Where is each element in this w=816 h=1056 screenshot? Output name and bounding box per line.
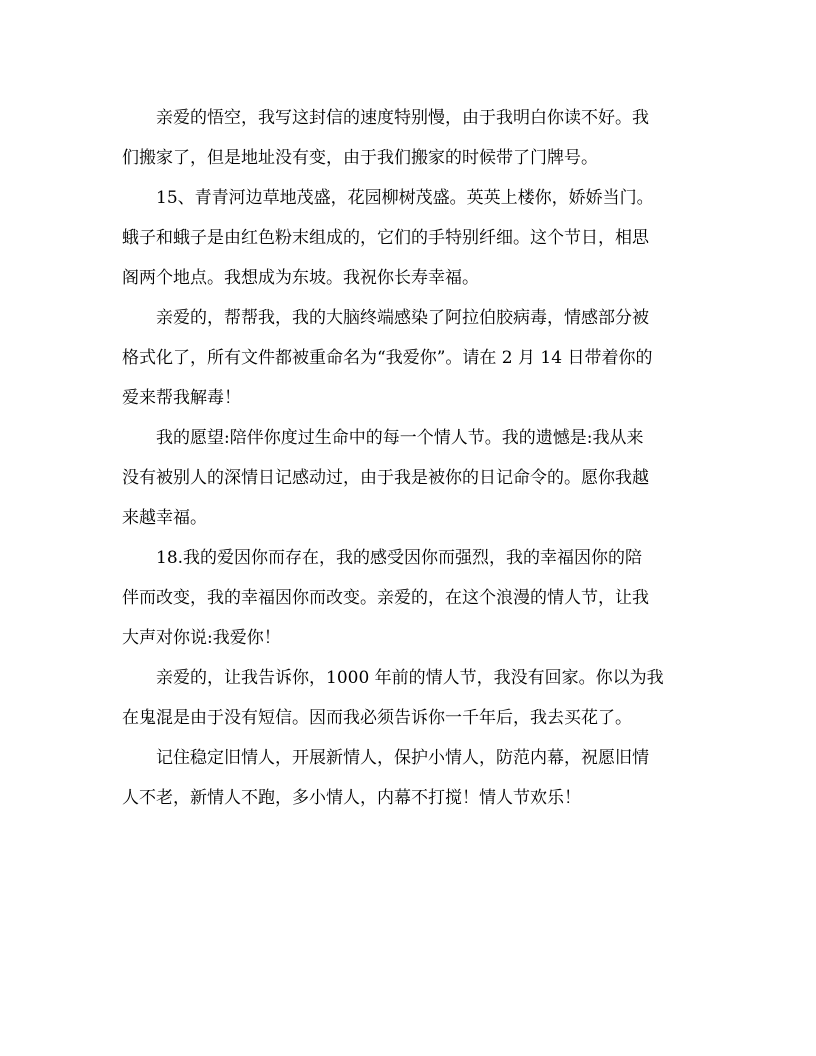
paragraph (122, 738, 696, 818)
text-line: 人不老，新情人不跑，多小情人，内幕不打搅！情人节欢乐！ (122, 788, 581, 808)
paragraph (122, 98, 696, 178)
paragraph (122, 298, 696, 418)
text-line: 蛾子和蛾子是由红色粉末组成的，它们的手特别纤细。这个节日，相思 (122, 228, 649, 248)
text-line: 亲爱的悟空，我写这封信的速度特别慢，由于我明白你读不好。我 (156, 108, 649, 128)
text-line: 亲爱的，帮帮我，我的大脑终端感染了阿拉伯胶病毒，情感部分被 (156, 308, 649, 328)
text-line: 爱来帮我解毒！ (122, 388, 241, 408)
text-line: 没有被别人的深情日记感动过，由于我是被你的日记命令的。愿你我越 (122, 468, 649, 488)
text-line: 伴而改变，我的幸福因你而改变。亲爱的，在这个浪漫的情人节，让我 (122, 588, 649, 608)
text-line: 15、青青河边草地茂盛，花园柳树茂盛。英英上楼你，娇娇当门。 (156, 188, 654, 208)
text-line: 我的愿望:陪伴你度过生命中的每一个情人节。我的遗憾是:我从来 (156, 428, 644, 448)
text-line: 们搬家了，但是地址没有变，由于我们搬家的时候带了门牌号。 (122, 148, 598, 168)
text-line: 格式化了，所有文件都被重命名为“我爱你”。请在 2 月 14 日带着你的 (122, 348, 653, 368)
paragraph (122, 178, 696, 298)
text-line: 大声对你说:我爱你！ (122, 628, 281, 648)
paragraph (122, 658, 696, 738)
paragraph (122, 538, 696, 658)
text-line: 18.我的爱因你而存在，我的感受因你而强烈，我的幸福因你的陪 (156, 548, 643, 568)
text-line: 在鬼混是由于没有短信。因而我必须告诉你一千年后，我去买花了。 (122, 708, 632, 728)
document-body (122, 98, 696, 818)
text-line: 亲爱的，让我告诉你，1000 年前的情人节，我没有回家。你以为我 (156, 668, 664, 688)
paragraph (122, 418, 696, 538)
text-line: 记住稳定旧情人，开展新情人，保护小情人，防范内幕，祝愿旧情 (156, 748, 649, 768)
text-line: 阁两个地点。我想成为东坡。我祝你长寿幸福。 (122, 268, 479, 288)
text-line: 来越幸福。 (122, 508, 207, 528)
